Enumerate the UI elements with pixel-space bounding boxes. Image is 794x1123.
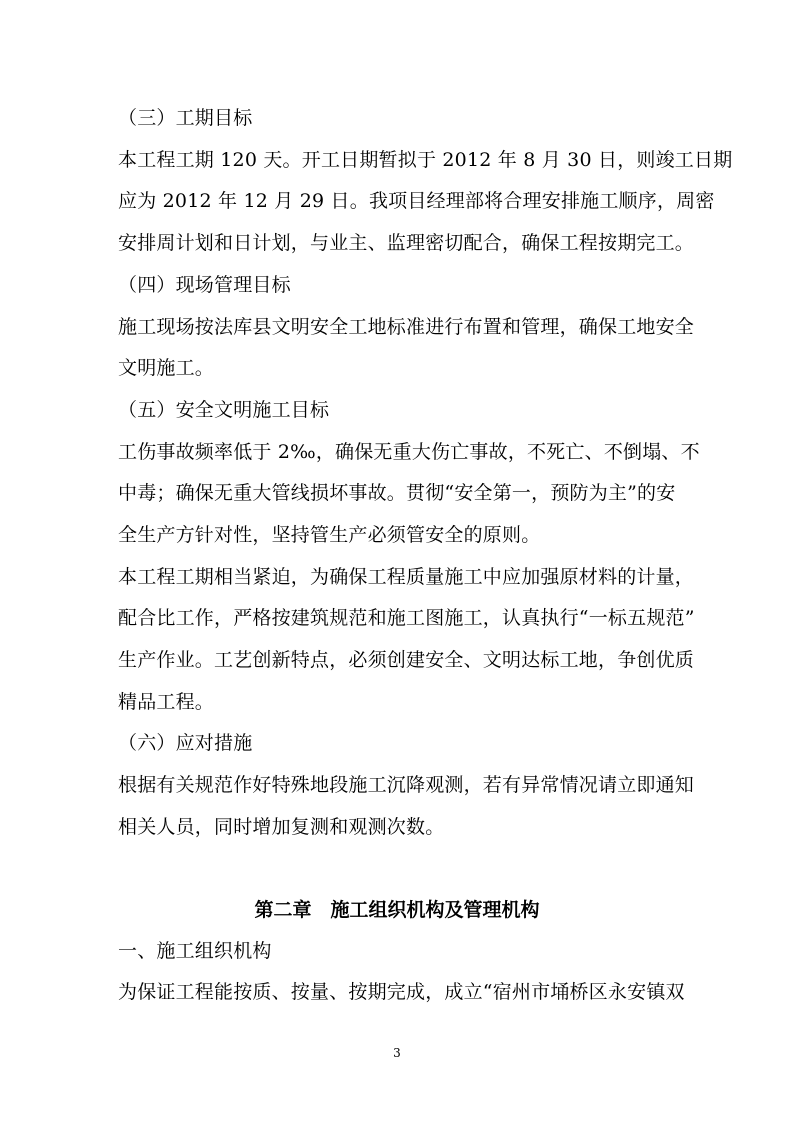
- section-heading-site-management-goal: （四）现场管理目标: [118, 274, 291, 296]
- paragraph-line: 中毒；确保无重大管线损坏事故。贯彻“安全第一，预防为主”的安: [118, 482, 676, 504]
- paragraph-line: 安排周计划和日计划，与业主、监理密切配合，确保工程按期完工。: [118, 232, 695, 254]
- paragraph-line: 为保证工程能按质、按量、按期完成，成立“宿州市埇桥区永安镇双: [118, 981, 685, 1003]
- section-heading-safety-goal: （五）安全文明施工目标: [118, 399, 330, 421]
- paragraph-line: 施工现场按法库县文明安全工地标准进行布置和管理，确保工地安全: [118, 316, 695, 338]
- paragraph-line: 全生产方针对性，坚持管生产必须管安全的原则。: [118, 524, 541, 546]
- paragraph-line: 工伤事故频率低于 2‰，确保无重大伤亡事故，不死亡、不倒塌、不: [118, 441, 700, 463]
- paragraph-line: 应为 2012 年 12 月 29 日。我项目经理部将合理安排施工顺序，周密: [118, 190, 715, 212]
- paragraph-line: 本工程工期相当紧迫，为确保工程质量施工中应加强原材料的计量，: [118, 566, 695, 588]
- chapter-title: 第二章 施工组织机构及管理机构: [254, 899, 540, 921]
- section-heading-organization: 一、施工组织机构: [118, 940, 272, 962]
- paragraph-line: 相关人员，同时增加复测和观测次数。: [118, 816, 445, 838]
- paragraph-line: 根据有关规范作好特殊地段施工沉降观测，若有异常情况请立即通知: [118, 774, 695, 796]
- paragraph-line: 文明施工。: [118, 357, 215, 379]
- paragraph-line: 精品工程。: [118, 691, 215, 713]
- paragraph-line: 配合比工作，严格按建筑规范和施工图施工，认真执行“一标五规范”: [118, 607, 695, 629]
- section-heading-schedule-goal: （三）工期目标: [118, 107, 253, 129]
- section-heading-countermeasures: （六）应对措施: [118, 732, 253, 754]
- paragraph-line: 本工程工期 120 天。开工日期暂拟于 2012 年 8 月 30 日，则竣工日期: [118, 149, 733, 171]
- page-number: 3: [393, 1046, 401, 1060]
- paragraph-line: 生产作业。工艺创新特点，必须创建安全、文明达标工地，争创优质: [118, 649, 695, 671]
